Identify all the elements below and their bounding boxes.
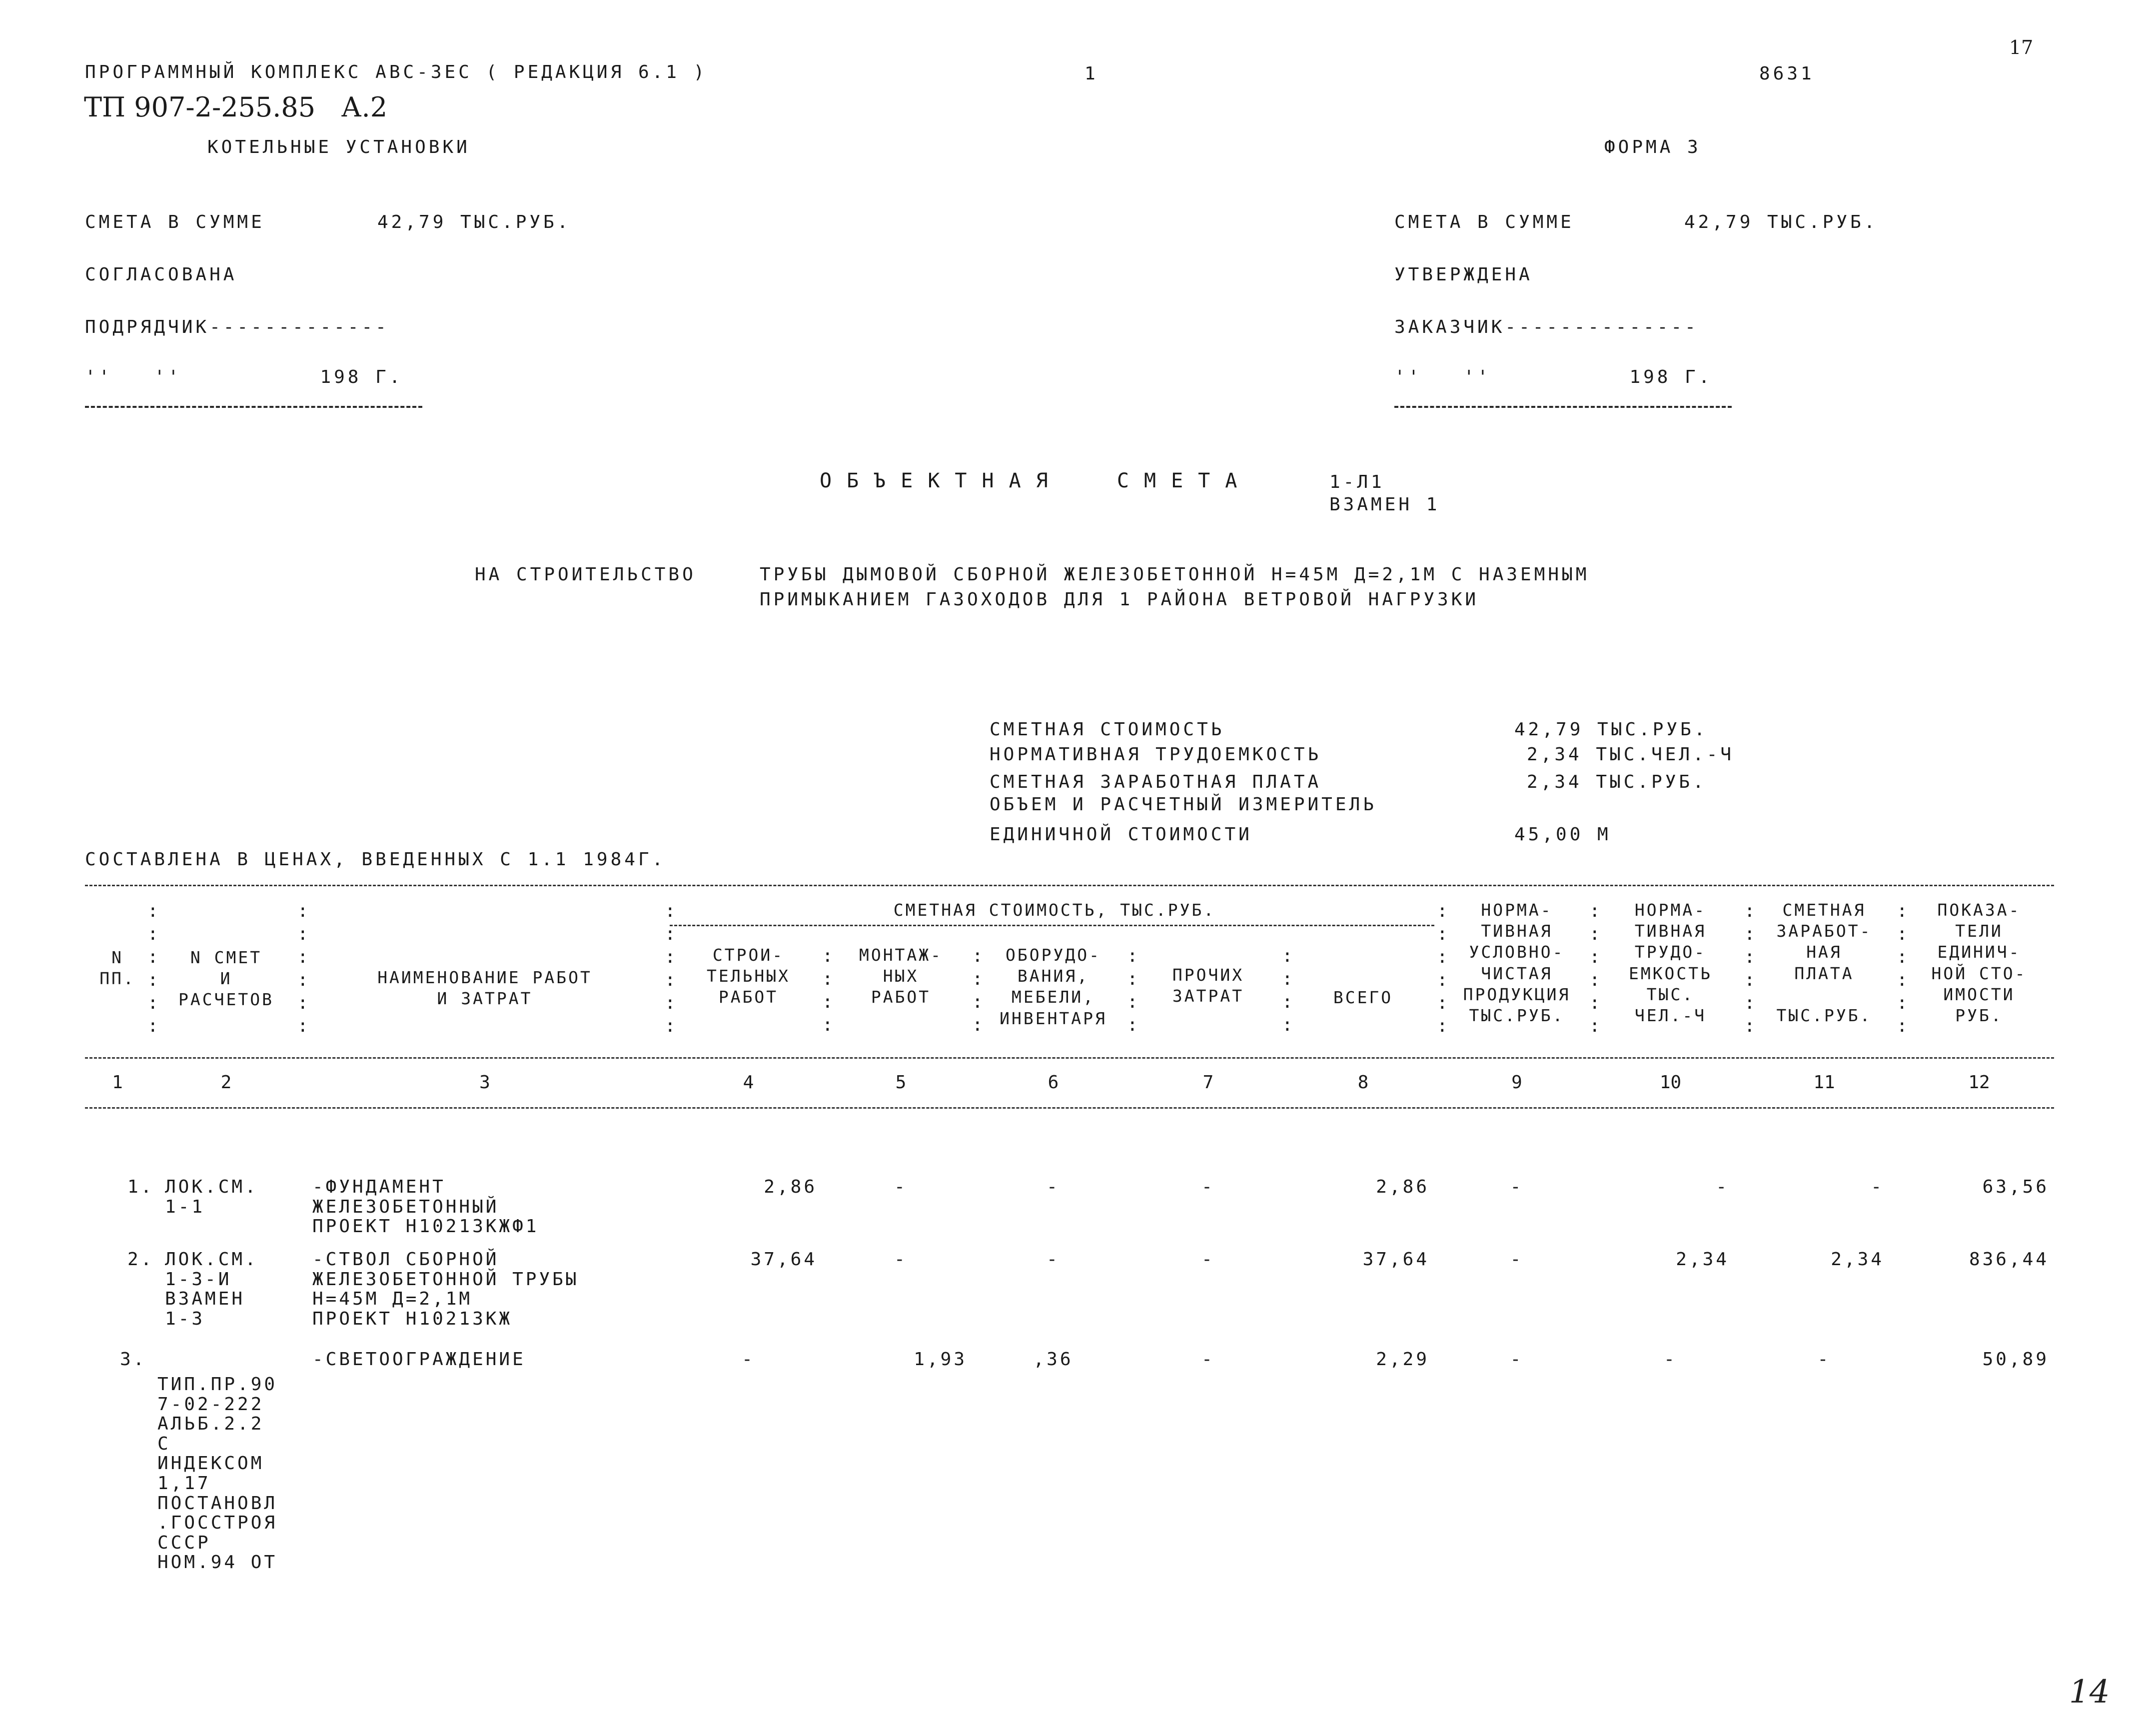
document-title: ОБЪЕКТНАЯ СМЕТА: [820, 469, 1252, 492]
right-sum-label: СМЕТА В СУММЕ: [1394, 212, 1574, 232]
col-number-3: 3: [479, 1072, 490, 1093]
row-other-cost: -: [1201, 1249, 1215, 1270]
row-installation-cost: -: [894, 1249, 908, 1270]
row-labor: -: [1664, 1349, 1677, 1370]
left-sum-label: СМЕТА В СУММЕ: [85, 212, 265, 232]
row-unit-cost: 50,89: [1982, 1349, 2049, 1370]
right-approved-label: УТВЕРЖДЕНА: [1394, 264, 1533, 285]
row-net-product: -: [1510, 1349, 1524, 1370]
prices-note: СОСТАВЛЕНА В ЦЕНАХ, ВВЕДЕННЫХ С 1.1 1984Г.: [85, 849, 666, 870]
col-header-7: ПРОЧИХ ЗАТРАТ: [1172, 965, 1244, 1006]
col-header-6: ОБОРУДО- ВАНИЯ, МЕБЕЛИ, ИНВЕНТАРЯ: [1000, 945, 1107, 1028]
col-header-4: СТРОИ- ТЕЛЬНЫХ РАБОТ: [706, 945, 791, 1007]
col-header-11: СМЕТНАЯ ЗАРАБОТ- НАЯ ПЛАТА ТЫС.РУБ.: [1776, 900, 1872, 1026]
col-header-3: НАИМЕНОВАНИЕ РАБОТ И ЗАТРАТ: [377, 968, 592, 1009]
col-header-1: N ПП.: [99, 948, 135, 989]
left-sum-value: 42,79 ТЫС.РУБ.: [377, 212, 571, 232]
form-label: ФОРМА 3: [1604, 137, 1701, 157]
row-net-product: -: [1510, 1249, 1524, 1270]
left-signature-line: [85, 406, 422, 408]
right-date-line: '' '' 198 Г.: [1394, 367, 1713, 387]
right-sum-value: 42,79 ТЫС.РУБ.: [1684, 212, 1878, 232]
summary-value-3: 2,34 ТЫС.РУБ.: [1527, 772, 1707, 792]
col-number-6: 6: [1048, 1072, 1059, 1093]
row-wages: -: [1817, 1349, 1831, 1370]
program-name: ПРОГРАММНЫЙ КОМПЛЕКС АВС-3ЕС ( РЕДАКЦИЯ 6.1 ): [85, 62, 708, 82]
left-contractor-line: ПОДРЯДЧИК-------------: [85, 317, 389, 337]
row-installation-cost: 1,93: [914, 1349, 967, 1370]
construction-object-line1: ТРУБЫ ДЫМОВОЙ СБОРНОЙ ЖЕЛЕЗОБЕТОННОЙ Н=45М Д=2,1М С НАЗЕМНЫМ: [760, 564, 1590, 585]
row-construction-cost: -: [742, 1349, 755, 1370]
summary-label-1: СМЕТНАЯ СТОИМОСТЬ: [990, 719, 1225, 740]
row-work-name: -СВЕТООГРАЖДЕНИЕ: [312, 1349, 526, 1370]
row-construction-cost: 37,64: [750, 1249, 817, 1270]
col-number-9: 9: [1511, 1072, 1522, 1093]
handwritten-page-number: 14: [2069, 1674, 2110, 1711]
summary-label-4: ОБЪЕМ И РАСЧЕТНЫЙ ИЗМЕРИТЕЛЬ: [990, 794, 1377, 815]
row-wages: 2,34: [1831, 1249, 1884, 1270]
col-header-9: НОРМА- ТИВНАЯ УСЛОВНО- ЧИСТАЯ ПРОДУКЦИЯ ТЫС.РУБ.: [1463, 900, 1571, 1026]
col-number-2: 2: [220, 1072, 232, 1093]
document-code: 8631: [1759, 63, 1815, 84]
row-installation-cost: -: [894, 1177, 908, 1197]
section-name: КОТЕЛЬНЫЕ УСТАНОВКИ: [207, 137, 470, 157]
row-equipment-cost: -: [1047, 1177, 1060, 1197]
col-number-7: 7: [1202, 1072, 1214, 1093]
row-construction-cost: 2,86: [764, 1177, 817, 1197]
page-corner-number: 17: [2009, 36, 2034, 58]
col-number-12: 12: [1968, 1072, 1990, 1093]
summary-label-3: СМЕТНАЯ ЗАРАБОТНАЯ ПЛАТА: [990, 772, 1322, 792]
construction-object-line2: ПРИМЫКАНИЕМ ГАЗОХОДОВ ДЛЯ 1 РАЙОНА ВЕТРОВОЙ НАГРУЗКИ: [760, 589, 1479, 610]
header-bottom-rule: [85, 1057, 2054, 1059]
row-equipment-cost: -: [1047, 1249, 1060, 1270]
column-numbers-rule: [85, 1107, 2054, 1109]
col-header-10: НОРМА- ТИВНАЯ ТРУДО- ЕМКОСТЬ ТЫС. ЧЕЛ.-Ч: [1628, 900, 1713, 1026]
row-number: 2.: [127, 1249, 154, 1270]
col-number-8: 8: [1357, 1072, 1369, 1093]
col-number-1: 1: [112, 1072, 123, 1093]
summary-value-5: 45,00 М: [1514, 824, 1611, 845]
row-unit-cost: 836,44: [1969, 1249, 2049, 1270]
row-work-name: -СТВОЛ СБОРНОЙ ЖЕЛЕЗОБЕТОННОЙ ТРУБЫ Н=45М Д=2,1М ПРОЕКТ Н10213КЖ: [312, 1249, 579, 1329]
col-number-4: 4: [743, 1072, 754, 1093]
summary-value-2: 2,34 ТЫС.ЧЕЛ.-Ч: [1527, 744, 1735, 765]
construction-prefix: НА СТРОИТЕЛЬСТВО: [475, 564, 696, 585]
row-reference: ЛОК.СМ. 1-1: [165, 1177, 258, 1217]
row-reference: ТИП.ПР.90 7-02-222 АЛЬБ.2.2 С ИНДЕКСОМ 1,17 ПОСТАНОВЛ .ГОССТРОЯ СССР НОМ.94 ОТ: [157, 1374, 278, 1573]
summary-value-1: 42,79 ТЫС.РУБ.: [1514, 719, 1708, 740]
summary-label-5: ЕДИНИЧНОЙ СТОИМОСТИ: [990, 824, 1252, 845]
estimate-number: 1-Л1: [1329, 472, 1385, 492]
col-number-5: 5: [895, 1072, 907, 1093]
row-other-cost: -: [1201, 1177, 1215, 1197]
page-center-number: 1: [1084, 63, 1098, 84]
group-header-rule: [670, 925, 1434, 926]
row-number: 1.: [127, 1177, 154, 1197]
col-header-2: N СМЕТ И РАСЧЕТОВ: [178, 948, 274, 1010]
row-number: 3.: [120, 1349, 147, 1370]
right-customer-line: ЗАКАЗЧИК--------------: [1394, 317, 1699, 337]
row-total-cost: 2,86: [1376, 1177, 1429, 1197]
summary-label-2: НОРМАТИВНАЯ ТРУДОЕМКОСТЬ: [990, 744, 1322, 765]
col-header-5: МОНТАЖ- НЫХ РАБОТ: [859, 945, 943, 1007]
row-labor: -: [1716, 1177, 1729, 1197]
row-equipment-cost: ,36: [1033, 1349, 1074, 1370]
row-unit-cost: 63,56: [1982, 1177, 2049, 1197]
row-total-cost: 37,64: [1362, 1249, 1429, 1270]
col-number-10: 10: [1659, 1072, 1682, 1093]
col-header-8: ВСЕГО: [1333, 988, 1393, 1007]
row-net-product: -: [1510, 1177, 1524, 1197]
row-labor: 2,34: [1676, 1249, 1729, 1270]
table-top-rule: [85, 885, 2054, 886]
row-total-cost: 2,29: [1376, 1349, 1429, 1370]
row-work-name: -ФУНДАМЕНТ ЖЕЛЕЗОБЕТОННЫЙ ПРОЕКТ Н10213КЖФ1: [312, 1177, 539, 1237]
left-agreed-label: СОГЛАСОВАНА: [85, 264, 237, 285]
col-header-12: ПОКАЗА- ТЕЛИ ЕДИНИЧ- НОЙ СТО- ИМОСТИ РУБ.: [1931, 900, 2027, 1026]
row-other-cost: -: [1201, 1349, 1215, 1370]
replaces-label: ВЗАМЕН 1: [1329, 494, 1440, 515]
left-date-line: '' '' 198 Г.: [85, 367, 403, 387]
col-number-11: 11: [1813, 1072, 1835, 1093]
right-signature-line: [1394, 406, 1732, 408]
row-reference: ЛОК.СМ. 1-3-И ВЗАМЕН 1-3: [165, 1249, 258, 1329]
tp-number: ТП 907-2-255.85 А.2: [84, 91, 388, 123]
row-wages: -: [1871, 1177, 1884, 1197]
group-header-cost: СМЕТНАЯ СТОИМОСТЬ, ТЫС.РУБ.: [893, 900, 1216, 920]
